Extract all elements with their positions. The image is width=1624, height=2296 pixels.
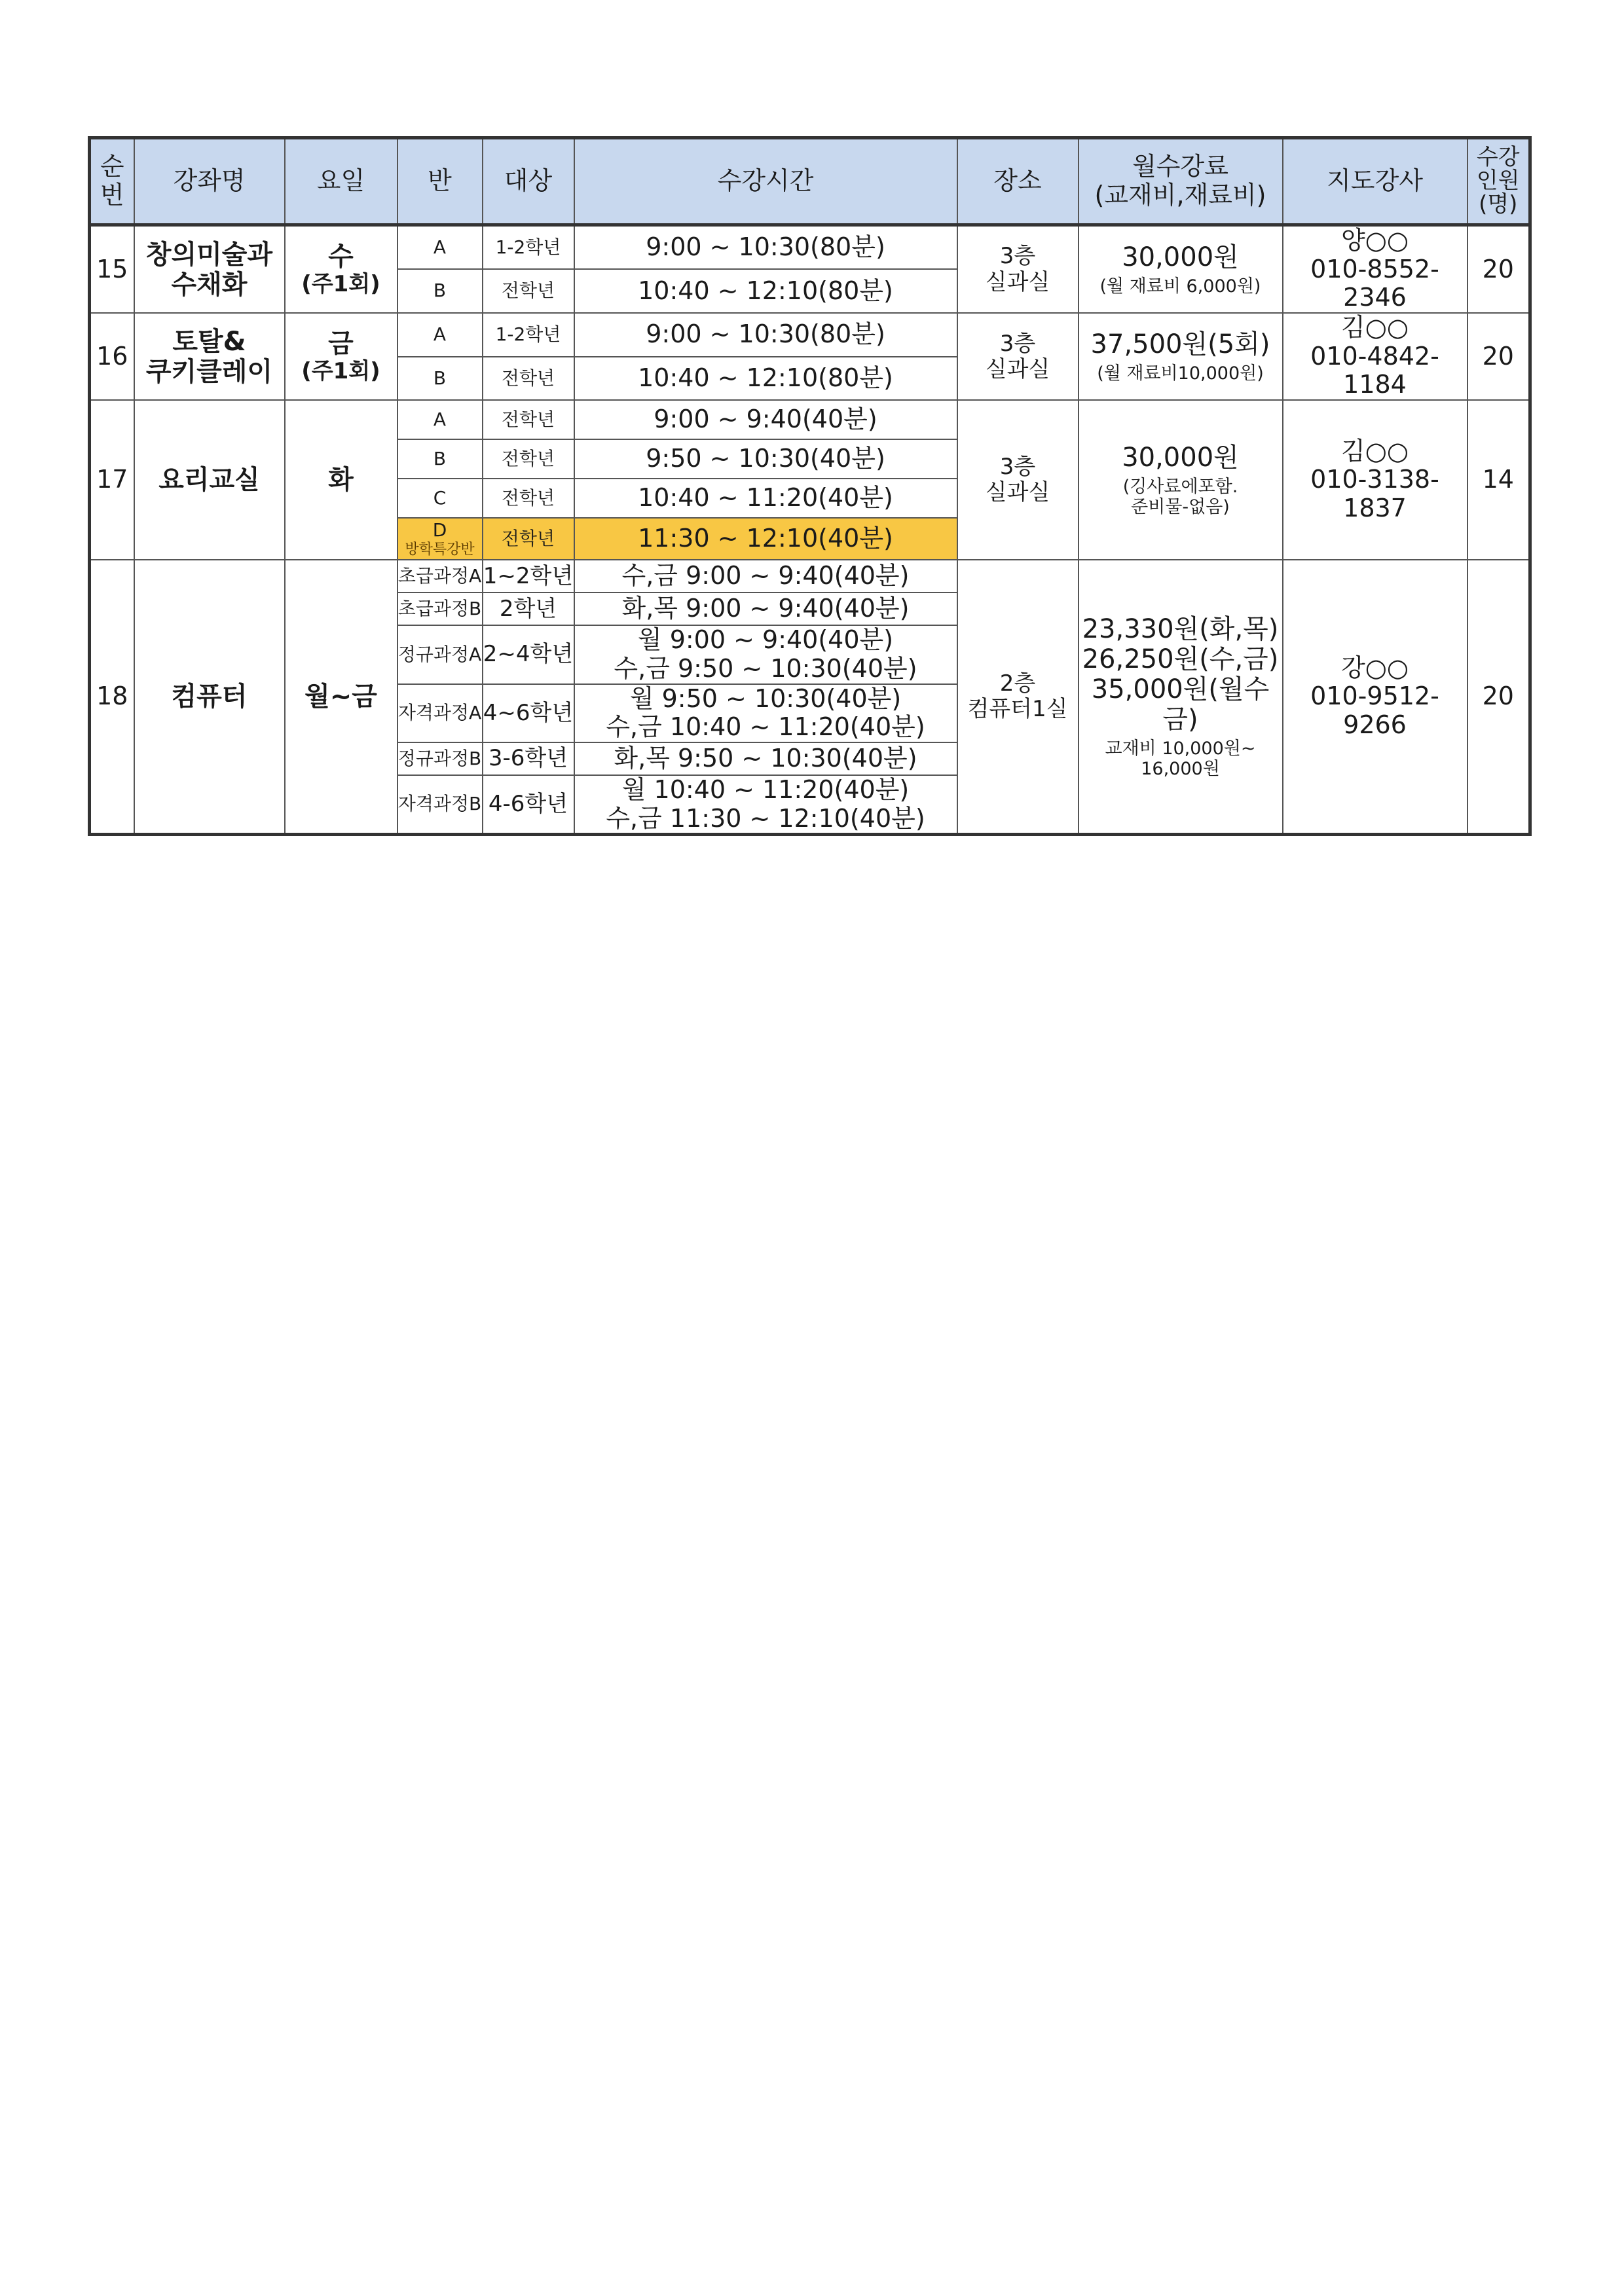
header-capacity-line1: 수강: [1476, 144, 1520, 171]
header-teacher-label: 지도강사: [1327, 166, 1423, 196]
place-cell: [957, 225, 1079, 314]
class-value: D: [432, 519, 447, 541]
time-cell: [574, 479, 957, 518]
class-cell: [397, 684, 483, 742]
time-cell: [574, 518, 957, 560]
place-line2: 실과실: [985, 355, 1050, 382]
course-day-value: 월~금: [304, 682, 377, 712]
table-row: [90, 225, 1530, 269]
target-value: 전학년: [501, 487, 555, 509]
fee-cell: [1079, 560, 1283, 835]
header-target: [483, 138, 574, 225]
place-line1: 3층: [999, 243, 1036, 270]
fee-note-line2: 준비물-없음): [1131, 497, 1230, 518]
place-line2: 컴퓨터1실: [967, 696, 1068, 723]
time-cell: [574, 775, 957, 835]
class-cell: [397, 518, 483, 560]
class-cell: [397, 625, 483, 683]
capacity-cell: [1467, 225, 1530, 314]
target-value: 1~2학년: [483, 562, 574, 589]
capacity-value: 20: [1482, 254, 1514, 283]
target-cell: [483, 225, 574, 269]
class-value: B: [433, 280, 447, 302]
target-cell: [483, 313, 574, 357]
target-value: 1-2학년: [495, 236, 561, 258]
course-day: [285, 225, 397, 314]
target-value: 전학년: [501, 367, 555, 389]
header-capacity: [1467, 138, 1530, 225]
capacity-cell: [1467, 313, 1530, 400]
class-value: 초급과정B: [397, 598, 482, 620]
teacher-phone: 010-9512-9266: [1310, 682, 1439, 740]
place-line1: 3층: [999, 454, 1036, 481]
target-cell: [483, 357, 574, 401]
class-cell: [397, 269, 483, 313]
target-cell: [483, 400, 574, 439]
class-schedule-table: [88, 136, 1532, 836]
class-cell: [397, 357, 483, 401]
capacity-value: 20: [1482, 682, 1514, 711]
capacity-cell: [1467, 560, 1530, 835]
place-line1: 3층: [999, 330, 1036, 357]
course-day-value: 금: [328, 329, 354, 359]
fee-line3: 35,000원(월수금): [1091, 674, 1270, 735]
time-cell: [574, 269, 957, 313]
class-value: 초급과정A: [397, 565, 482, 587]
header-course: [134, 138, 285, 225]
place-line2: 실과실: [985, 479, 1050, 506]
teacher-phone: 010-4842-1184: [1310, 341, 1439, 399]
course-name: [134, 313, 285, 400]
class-value: A: [433, 236, 447, 258]
header-no: [90, 138, 134, 225]
header-time: [574, 138, 957, 225]
class-cell: [397, 742, 483, 775]
fee-cell: [1079, 313, 1283, 400]
course-day-value: 화: [328, 465, 354, 496]
place-cell: [957, 400, 1079, 560]
target-cell: [483, 592, 574, 625]
fee-value: 37,500원(5회): [1090, 329, 1270, 360]
class-note: 방학특강반: [405, 541, 475, 558]
header-capacity-line2: 인원: [1476, 168, 1520, 194]
target-value: 2~4학년: [483, 641, 574, 668]
time-line1: 월 9:00 ~ 9:40(40분): [637, 625, 894, 655]
class-value: 정규과정A: [397, 643, 482, 665]
place-line1: 2층: [999, 670, 1036, 697]
target-cell: [483, 269, 574, 313]
time-line1: 월 9:50 ~ 10:30(40분): [629, 683, 902, 713]
time-value: 9:00 ~ 9:40(40분): [654, 405, 877, 434]
class-value: A: [433, 323, 447, 346]
course-no-value: 18: [96, 682, 128, 711]
time-cell: [574, 684, 957, 742]
header-fee: [1079, 138, 1283, 225]
course-name-line1: 토탈&: [172, 326, 246, 357]
header-no-label: 순번: [100, 152, 124, 210]
fee-note-line1: 교재비 10,000원~: [1105, 738, 1256, 759]
class-value: 자격과정B: [397, 793, 482, 815]
target-value: 4~6학년: [483, 699, 574, 726]
fee-note-line1: (깅사료에포함.: [1122, 477, 1238, 498]
target-cell: [483, 439, 574, 479]
teacher-cell: [1283, 313, 1467, 400]
course-name: [134, 225, 285, 314]
time-cell: [574, 625, 957, 683]
course-no-value: 17: [96, 465, 128, 494]
course-name-line1: 컴퓨터: [171, 682, 248, 712]
fee-cell: [1079, 400, 1283, 560]
header-course-label: 강좌명: [173, 166, 246, 196]
fee-note: (월 재료비 6,000원): [1099, 276, 1261, 297]
course-no: [90, 225, 134, 314]
course-day-note: (주1회): [301, 358, 380, 385]
time-value: 화,목 9:50 ~ 10:30(40분): [614, 744, 917, 773]
class-cell: [397, 313, 483, 357]
course-no-value: 16: [96, 341, 128, 371]
course-no-value: 15: [96, 254, 128, 283]
time-line2: 수,금 11:30 ~ 12:10(40분): [606, 803, 925, 833]
fee-value: 30,000원: [1122, 242, 1239, 272]
class-cell: [397, 560, 483, 592]
place-line2: 실과실: [985, 268, 1050, 295]
table-row: [90, 560, 1530, 592]
fee-value: 30,000원: [1122, 443, 1239, 473]
table-row: [90, 400, 1530, 439]
target-cell: [483, 684, 574, 742]
class-cell: [397, 400, 483, 439]
fee-cell: [1079, 225, 1283, 314]
header-place-label: 장소: [993, 166, 1042, 196]
class-cell: [397, 479, 483, 518]
time-line2: 수,금 9:50 ~ 10:30(40분): [614, 653, 917, 683]
target-value: 전학년: [501, 448, 555, 470]
time-cell: [574, 742, 957, 775]
teacher-name: 김○○: [1340, 313, 1409, 342]
fee-note: (월 재료비10,000원): [1097, 363, 1264, 384]
class-value: 자격과정A: [397, 702, 482, 724]
class-value: C: [433, 487, 447, 509]
course-name-line1: 창의미술과: [145, 239, 273, 270]
time-cell: [574, 225, 957, 269]
target-value: 전학년: [501, 528, 555, 550]
class-value: B: [433, 448, 447, 470]
fee-line2: 26,250원(수,금): [1082, 644, 1279, 675]
class-value: B: [433, 367, 447, 389]
target-cell: [483, 742, 574, 775]
target-value: 1-2학년: [495, 323, 561, 346]
time-cell: [574, 313, 957, 357]
teacher-phone: 010-8552-2346: [1310, 254, 1439, 312]
header-place: [957, 138, 1079, 225]
course-no: [90, 560, 134, 835]
target-cell: [483, 479, 574, 518]
table-row: [90, 313, 1530, 357]
time-cell: [574, 357, 957, 401]
course-day: [285, 313, 397, 400]
time-cell: [574, 439, 957, 479]
header-fee-line1: 월수강료: [1132, 152, 1228, 181]
teacher-phone: 010-3138-1837: [1310, 465, 1439, 522]
header-fee-line2: (교재비,재료비): [1094, 181, 1266, 210]
time-value: 11:30 ~ 12:10(40분): [638, 524, 893, 553]
class-cell: [397, 775, 483, 835]
target-cell: [483, 518, 574, 560]
course-name-line2: 쿠키클레이: [145, 356, 273, 387]
capacity-cell: [1467, 400, 1530, 560]
course-name-line2: 수채화: [171, 269, 248, 300]
time-value: 화,목 9:00 ~ 9:40(40분): [621, 594, 910, 623]
target-value: 2학년: [499, 595, 557, 622]
course-no: [90, 400, 134, 560]
course-name: [134, 560, 285, 835]
class-value: 정규과정B: [397, 747, 482, 769]
course-day: [285, 560, 397, 835]
teacher-name: 양○○: [1340, 226, 1409, 255]
time-value: 9:00 ~ 10:30(80분): [646, 232, 885, 262]
target-value: 전학년: [501, 409, 555, 431]
target-cell: [483, 625, 574, 683]
fee-line1: 23,330원(화,목): [1082, 614, 1279, 645]
time-line2: 수,금 10:40 ~ 11:20(40분): [606, 712, 925, 742]
course-day: [285, 400, 397, 560]
time-cell: [574, 560, 957, 592]
header-class-label: 반: [428, 166, 452, 196]
header-row: [90, 138, 1530, 225]
capacity-value: 14: [1482, 465, 1514, 494]
teacher-name: 김○○: [1340, 436, 1409, 465]
header-teacher: [1283, 138, 1467, 225]
class-cell: [397, 225, 483, 269]
teacher-cell: [1283, 560, 1467, 835]
target-cell: [483, 775, 574, 835]
header-day: [285, 138, 397, 225]
class-cell: [397, 592, 483, 625]
target-value: 3-6학년: [488, 745, 568, 772]
time-cell: [574, 400, 957, 439]
header-class: [397, 138, 483, 225]
target-value: 4-6학년: [488, 791, 568, 818]
target-cell: [483, 560, 574, 592]
time-cell: [574, 592, 957, 625]
place-cell: [957, 313, 1079, 400]
class-cell: [397, 439, 483, 479]
fee-note-line2: 16,000원: [1141, 759, 1220, 780]
target-value: 전학년: [501, 280, 555, 302]
course-day-note: (주1회): [301, 270, 380, 297]
capacity-value: 20: [1482, 341, 1514, 371]
teacher-cell: [1283, 225, 1467, 314]
header-time-label: 수강시간: [717, 166, 814, 196]
time-line1: 월 10:40 ~ 11:20(40분): [621, 774, 910, 804]
time-value: 10:40 ~ 12:10(80분): [638, 276, 893, 305]
course-name-line1: 요리교실: [158, 465, 260, 496]
time-value: 수,금 9:00 ~ 9:40(40분): [621, 561, 910, 591]
class-value: A: [433, 409, 447, 431]
header-day-label: 요일: [316, 166, 365, 196]
course-name: [134, 400, 285, 560]
time-value: 9:00 ~ 10:30(80분): [646, 319, 885, 349]
course-no: [90, 313, 134, 400]
time-value: 10:40 ~ 12:10(80분): [638, 363, 893, 393]
header-target-label: 대상: [504, 166, 553, 196]
header-capacity-line3: (명): [1479, 191, 1518, 217]
time-value: 10:40 ~ 11:20(40분): [638, 483, 893, 513]
course-day-value: 수: [328, 241, 354, 272]
place-cell: [957, 560, 1079, 835]
teacher-name: 강○○: [1340, 653, 1409, 682]
teacher-cell: [1283, 400, 1467, 560]
time-value: 9:50 ~ 10:30(40분): [646, 444, 885, 473]
